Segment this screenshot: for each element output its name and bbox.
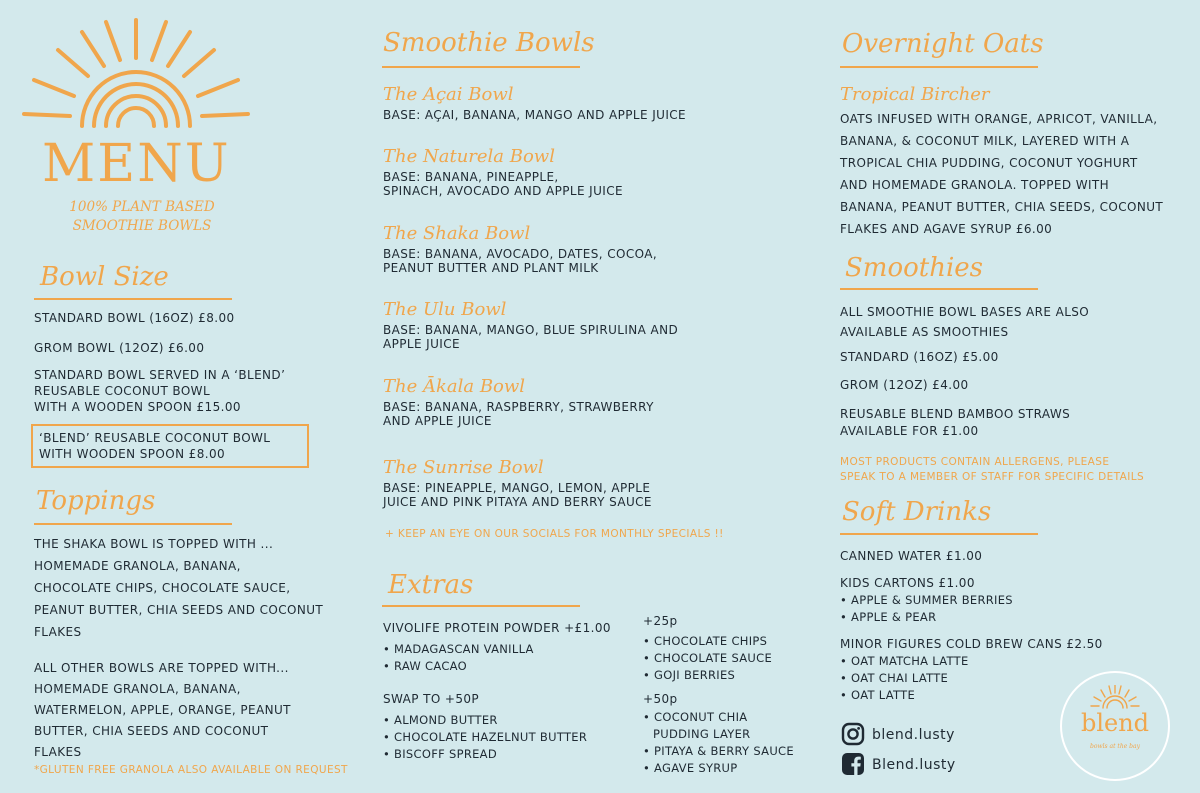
tropical-bircher-name: Tropical Bircher: [840, 84, 990, 105]
box-line: WITH WOODEN SPOON £8.00: [39, 447, 226, 461]
plus25-title: +25p: [643, 614, 678, 628]
list-item: • BISCOFF SPREAD: [383, 746, 587, 763]
swap-title: SWAP TO +50P: [383, 692, 480, 706]
topping-line: FLAKES: [34, 745, 82, 759]
bowl-item-base: AND APPLE JUICE: [383, 414, 492, 428]
cold-brew-list: [840, 653, 1103, 704]
bowl-size-rule: [34, 298, 232, 300]
protein-section: [383, 621, 611, 675]
topping-line: CHOCOLATE CHIPS, CHOCOLATE SAUCE,: [34, 581, 291, 595]
straw-line: AVAILABLE FOR £1.00: [840, 424, 979, 438]
bowl-item: [383, 84, 686, 122]
topping-line: BUTTER, CHIA SEEDS AND COCONUT: [34, 724, 269, 738]
facebook-icon[interactable]: [841, 752, 865, 776]
topping-line: FLAKES: [34, 625, 82, 639]
smoothies-standard: STANDARD (16OZ) £5.00: [840, 350, 999, 364]
menu-title: MENU: [42, 134, 231, 194]
oats-line: OATS INFUSED WITH ORANGE, APRICOT, VANILLA,: [840, 112, 1158, 126]
allergen-line: MOST PRODUCTS CONTAIN ALLERGENS, PLEASE: [840, 456, 1110, 468]
bowl-item-base: BASE: BANANA, RASPBERRY, STRAWBERRY: [383, 400, 654, 414]
bowl-item-name: The Ulu Bowl: [383, 299, 507, 320]
cold-brew-title: MINOR FIGURES COLD BREW CANS £2.50: [840, 637, 1103, 651]
facebook-handle[interactable]: Blend.lusty: [872, 757, 956, 773]
cold-brew: [840, 637, 1103, 704]
protein-title: VIVOLIFE PROTEIN POWDER +£1.00: [383, 621, 611, 635]
bowl-item: [383, 299, 678, 351]
bowl-standard: STANDARD BOWL (16OZ) £8.00: [34, 311, 235, 325]
other-toppings-intro: ALL OTHER BOWLS ARE TOPPED WITH...: [34, 661, 289, 675]
bowl-size-heading: Bowl Size: [40, 262, 169, 292]
bowl-coconut-served: [34, 367, 285, 415]
extras-heading: Extras: [388, 570, 474, 600]
straw-line: REUSABLE BLEND BAMBOO STRAWS: [840, 407, 1071, 421]
bowl-item-base: BASE: BANANA, MANGO, BLUE SPIRULINA AND: [383, 323, 679, 337]
gluten-free-note: *GLUTEN FREE GRANOLA ALSO AVAILABLE ON REQUEST: [34, 764, 348, 776]
topping-line: WATERMELON, APPLE, ORANGE, PEANUT: [34, 703, 291, 717]
smoothies-line: AVAILABLE AS SMOOTHIES: [840, 325, 1009, 339]
swap-list: [383, 712, 587, 763]
subtitle-line: SMOOTHIE BOWLS: [72, 218, 212, 234]
bamboo-straws: [840, 406, 1070, 440]
extras-rule: [382, 605, 580, 607]
bowl-item-name: The Naturela Bowl: [383, 146, 555, 167]
oats-line: AND HOMEMADE GRANOLA. TOPPED WITH: [840, 178, 1110, 192]
smoothies-grom: GROM (12OZ) £4.00: [840, 378, 969, 392]
oats-line: TROPICAL CHIA PUDDING, COCONUT YOGHURT: [840, 156, 1138, 170]
swap-section: [383, 692, 587, 763]
coconut-line: STANDARD BOWL SERVED IN A ‘BLEND’: [34, 368, 286, 382]
list-item: • PITAYA & BERRY SAUCE: [643, 743, 794, 760]
blend-logo-tagline: bowls at the bay: [1090, 743, 1140, 750]
bowl-item-name: The Açai Bowl: [383, 84, 514, 105]
smoothies-info: [840, 302, 1089, 342]
list-item: • ALMOND BUTTER: [383, 712, 587, 729]
bowl-grom: GROM BOWL (12OZ) £6.00: [34, 341, 205, 355]
soft-drinks-rule: [840, 533, 1038, 535]
smoothies-line: ALL SMOOTHIE BOWL BASES ARE ALSO: [840, 305, 1090, 319]
kids-list: [840, 592, 1013, 626]
protein-list: [383, 641, 611, 675]
list-item: • CHOCOLATE CHIPS: [643, 633, 772, 650]
oats-line: BANANA, PEANUT BUTTER, CHIA SEEDS, COCONUT: [840, 200, 1164, 214]
list-item: • OAT MATCHA LATTE: [840, 653, 1103, 670]
list-item: • CHOCOLATE HAZELNUT BUTTER: [383, 729, 587, 746]
instagram-handle[interactable]: blend.lusty: [872, 727, 955, 743]
tropical-bircher-description: [840, 108, 1163, 240]
list-item: • GOJI BERRIES: [643, 667, 772, 684]
plus25-list: [643, 633, 772, 684]
bowl-item-base: JUICE AND PINK PITAYA AND BERRY SAUCE: [383, 495, 652, 509]
allergen-line: SPEAK TO A MEMBER OF STAFF FOR SPECIFIC DETAILS: [840, 471, 1145, 483]
plus50-section: [643, 692, 794, 777]
overnight-oats-heading: Overnight Oats: [842, 29, 1044, 59]
blend-logo-name: blend: [1080, 709, 1150, 737]
bowl-item: [383, 146, 623, 198]
bowl-item-base: BASE: BANANA, PINEAPPLE,: [383, 170, 559, 184]
blend-logo: [1060, 671, 1170, 781]
coconut-line: REUSABLE COCONUT BOWL: [34, 384, 211, 398]
list-item: • COCONUT CHIA: [643, 709, 794, 726]
toppings-rule: [34, 523, 232, 525]
list-item: • OAT CHAI LATTE: [840, 670, 1103, 687]
oats-line: FLAKES AND AGAVE SYRUP £6.00: [840, 222, 1053, 236]
list-item: • OAT LATTE: [840, 687, 1103, 704]
coconut-bowl-box: [31, 424, 309, 468]
topping-line: HOMEMADE GRANOLA, BANANA,: [34, 559, 241, 573]
plus25-section: [643, 614, 772, 684]
smoothies-heading: Smoothies: [845, 253, 984, 283]
topping-line: HOMEMADE GRANOLA, BANANA,: [34, 682, 241, 696]
bowl-item-base: BASE: PINEAPPLE, MANGO, LEMON, APPLE: [383, 481, 651, 495]
list-item: • AGAVE SYRUP: [643, 760, 794, 777]
plus50-title: +50p: [643, 692, 678, 706]
subtitle-line: 100% PLANT BASED: [69, 199, 215, 215]
oats-line: BANANA, & COCONUT MILK, LAYERED WITH A: [840, 134, 1130, 148]
other-toppings: [34, 658, 291, 763]
shaka-toppings-intro: THE SHAKA BOWL IS TOPPED WITH ...: [34, 537, 274, 551]
soft-drinks-heading: Soft Drinks: [842, 497, 992, 527]
bowl-item-name: The Shaka Bowl: [383, 223, 531, 244]
box-line: ‘BLEND’ REUSABLE COCONUT BOWL: [39, 431, 271, 445]
kids-cartons: [840, 576, 1013, 626]
smoothie-bowls-heading: Smoothie Bowls: [383, 28, 595, 58]
smoothies-rule: [840, 288, 1038, 290]
bowl-item: [383, 457, 652, 509]
list-item: • APPLE & PEAR: [840, 609, 1013, 626]
kids-cartons-title: KIDS CARTONS £1.00: [840, 576, 975, 590]
list-item-continued: PUDDING LAYER: [653, 727, 751, 741]
coconut-line: WITH A WOODEN SPOON £15.00: [34, 400, 241, 414]
overnight-oats-rule: [840, 66, 1038, 68]
list-item: • CHOCOLATE SAUCE: [643, 650, 772, 667]
bowl-item: [383, 376, 654, 428]
specials-note: + KEEP AN EYE ON OUR SOCIALS FOR MONTHLY SPECIALS !!: [385, 528, 724, 540]
menu-subtitle: [40, 198, 244, 236]
shaka-toppings: [34, 533, 323, 643]
instagram-icon[interactable]: [841, 722, 865, 746]
plus50-list: [643, 709, 794, 777]
bowl-item: [383, 223, 657, 275]
allergen-note: [840, 455, 1144, 485]
bowl-item-base: SPINACH, AVOCADO AND APPLE JUICE: [383, 184, 623, 198]
bowl-item-base: PEANUT BUTTER AND PLANT MILK: [383, 261, 599, 275]
list-item: • MADAGASCAN VANILLA: [383, 641, 611, 658]
smoothie-bowls-rule: [382, 66, 580, 68]
list-item: • RAW CACAO: [383, 658, 611, 675]
bowl-item-base: BASE: AÇAI, BANANA, MANGO AND APPLE JUICE: [383, 108, 687, 122]
bowl-item-base: BASE: BANANA, AVOCADO, DATES, COCOA,: [383, 247, 658, 261]
list-item: • APPLE & SUMMER BERRIES: [840, 592, 1013, 609]
toppings-heading: Toppings: [36, 486, 156, 516]
sun-logo-icon: [20, 18, 252, 130]
bowl-item-base: APPLE JUICE: [383, 337, 460, 351]
bowl-item-name: The Ākala Bowl: [383, 376, 526, 397]
sun-mini-icon: [1089, 685, 1141, 709]
canned-water: CANNED WATER £1.00: [840, 549, 983, 563]
topping-line: PEANUT BUTTER, CHIA SEEDS AND COCONUT: [34, 603, 324, 617]
bowl-item-name: The Sunrise Bowl: [383, 457, 544, 478]
